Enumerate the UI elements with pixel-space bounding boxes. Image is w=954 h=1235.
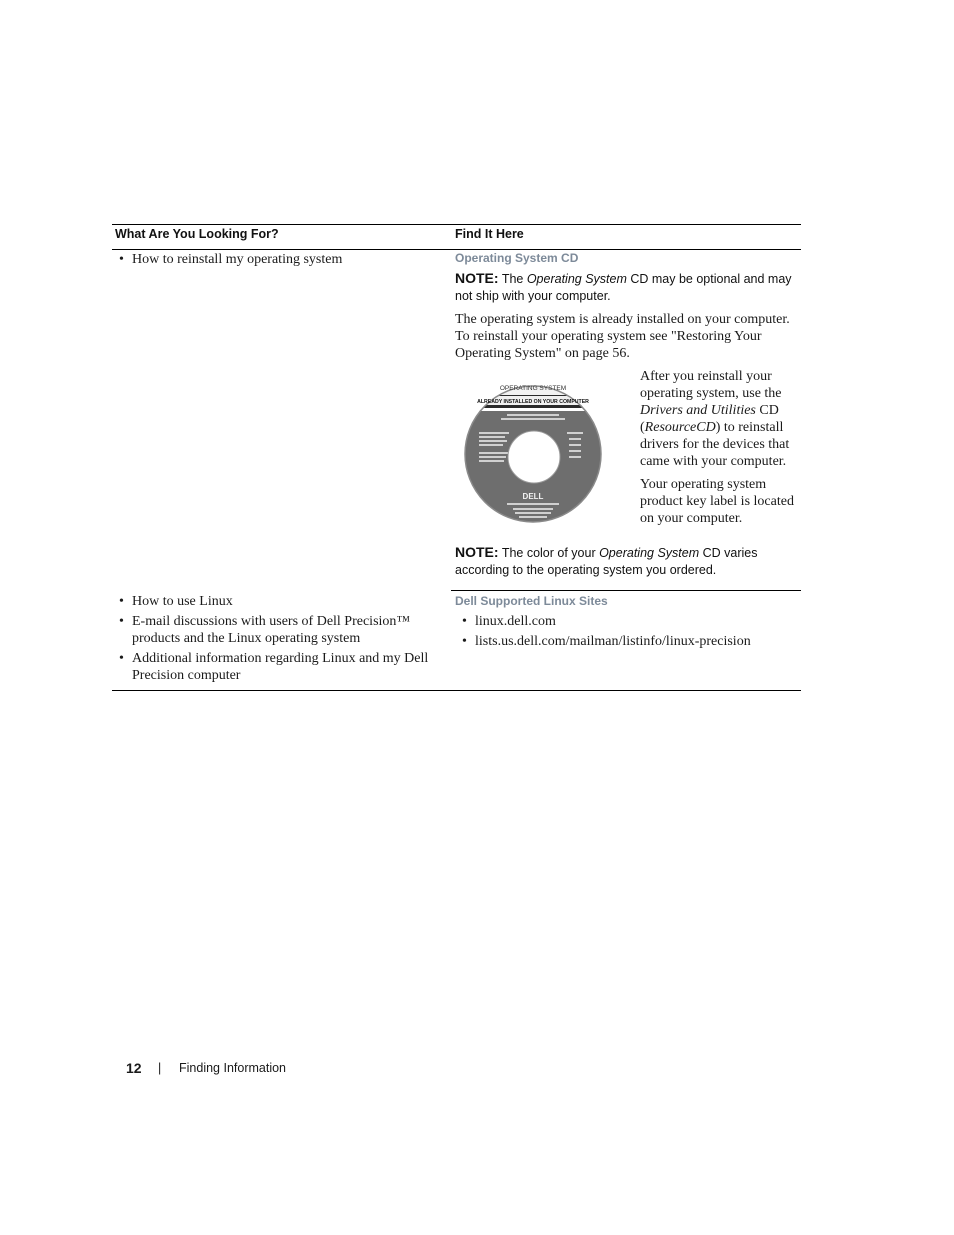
list-item: • How to reinstall my operating system xyxy=(112,251,442,268)
header-rule xyxy=(112,249,801,250)
row2-left xyxy=(112,593,442,687)
dell-logo: DELL xyxy=(522,492,544,501)
footer-separator: | xyxy=(158,1061,162,1075)
operating-system-cd-image xyxy=(463,374,607,528)
link-linux-dell[interactable]: • linux.dell.com xyxy=(455,613,798,630)
list-item: • E-mail discussions with users of Dell Precision™ products and the Linux operating system xyxy=(112,613,442,647)
cd-band-subtitle: ALREADY INSTALLED ON YOUR COMPUTER xyxy=(477,399,589,405)
row1-left xyxy=(112,251,442,271)
section-title-os-cd: Operating System CD xyxy=(455,251,579,265)
note-label: NOTE: xyxy=(455,270,499,286)
linux-links-list xyxy=(455,613,798,650)
product-key-paragraph: Your operating system product key label is located on your computer. xyxy=(640,477,794,526)
row1-right xyxy=(455,251,798,579)
row1-divider xyxy=(451,590,801,591)
row1-topic-list xyxy=(112,251,442,268)
list-item: • Additional information regarding Linux and my Dell Precision computer xyxy=(112,650,442,684)
footer-section-title: Finding Information xyxy=(179,1061,287,1075)
list-item: • How to use Linux xyxy=(112,593,442,610)
header-find-it-here: Find It Here xyxy=(455,227,524,241)
table-top-rule xyxy=(112,224,801,225)
note-label: NOTE: xyxy=(455,544,499,560)
page-number: 12 xyxy=(126,1060,142,1076)
cd-and-text xyxy=(455,368,798,540)
reinstall-paragraph: The operating system is already installed on your computer. To reinstall your operating system see "Restoring Your Operating System" on page 56. xyxy=(455,312,790,361)
row2-right xyxy=(455,594,798,653)
cd-band-title: OPERATING SYSTEM xyxy=(499,385,567,392)
section-title-linux-sites: Dell Supported Linux Sites xyxy=(455,594,608,608)
table-bottom-rule xyxy=(112,690,801,691)
drivers-utilities-paragraph: After you reinstall your operating system, use the Drivers and Utilities CD (ResourceCD) to reinstall drivers for the devices that came with your computer. xyxy=(640,369,790,469)
row2-topic-list xyxy=(112,593,442,684)
note-cd-color: NOTE: The color of your Operating System CD varies according to the operating system you ordered. xyxy=(455,544,758,577)
link-linux-precision-mailing-list[interactable]: • lists.us.dell.com/mailman/listinfo/linux-precision xyxy=(455,633,798,650)
note-os-cd-optional: NOTE: The Operating System CD may be optional and may not ship with your computer. xyxy=(455,270,792,303)
header-what-looking-for: What Are You Looking For? xyxy=(115,227,279,241)
